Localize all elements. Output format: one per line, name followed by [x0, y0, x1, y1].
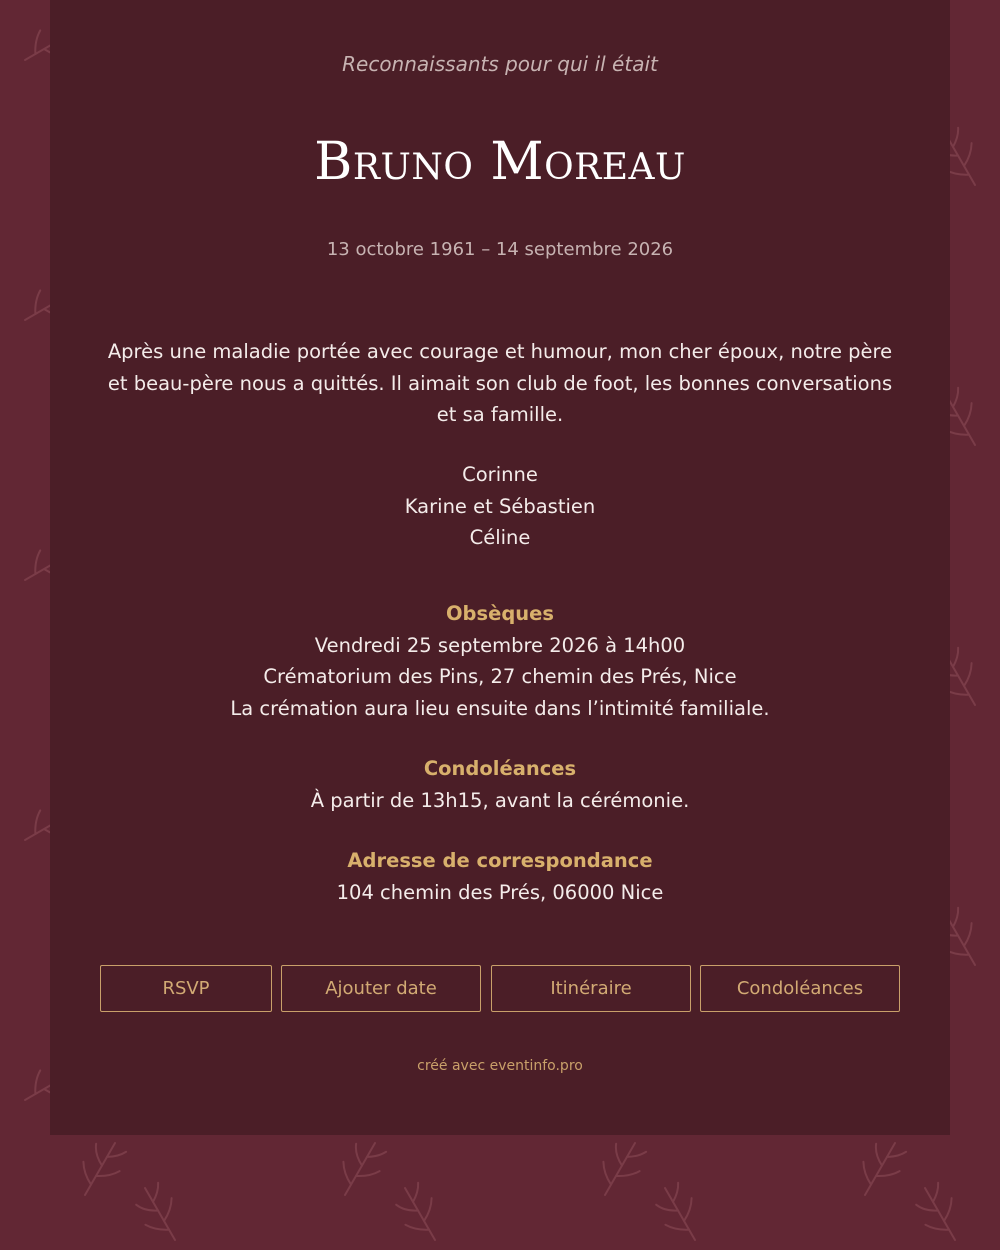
branch-icon: [589, 1134, 650, 1204]
memorial-card: [50, 0, 950, 1135]
family-member: Karine et Sébastien: [404, 494, 596, 518]
footer-prefix: créé avec: [417, 1058, 486, 1074]
branch-icon: [329, 1134, 390, 1204]
itinerary-button[interactable]: Itinéraire: [491, 965, 691, 1012]
section-heading: Obsèques: [445, 602, 555, 625]
deceased-name: Bruno Moreau: [314, 132, 686, 192]
add-date-button[interactable]: Ajouter date: [281, 965, 481, 1012]
tagline: Reconnaissants pour qui il était: [342, 52, 658, 76]
branch-icon: [849, 1134, 910, 1204]
section-line: 104 chemin des Prés, 06000 Nice: [336, 880, 664, 904]
family-member: Corinne: [462, 463, 538, 486]
life-dates: 13 octobre 1961 – 14 septembre 2026: [326, 239, 674, 260]
section-condoleances: [50, 753, 950, 816]
section-line: La crémation aura lieu ensuite dans l’intimité familiale.: [230, 697, 770, 721]
footer: [50, 1058, 950, 1074]
branch-icon: [909, 1179, 970, 1249]
section-heading: Adresse de correspondance: [347, 849, 653, 872]
action-buttons: [100, 965, 900, 1012]
section-line: Vendredi 25 septembre 2026 à 14h00: [314, 633, 686, 657]
section-line: À partir de 13h15, avant la cérémonie.: [310, 788, 690, 812]
family-list: [50, 459, 950, 554]
section-line: Crématorium des Pins, 27 chemin des Prés, Nice: [263, 665, 737, 689]
section-heading: Condoléances: [423, 757, 577, 780]
condolences-button[interactable]: Condoléances: [700, 965, 900, 1012]
branch-icon: [389, 1179, 450, 1249]
branch-icon: [649, 1179, 710, 1249]
memorial-message: Après une maladie portée avec courage et humour, mon cher époux, notre père et beau-père nous a quittés. Il aimait son club de foot, les bonnes conversations et sa famille.: [107, 340, 893, 427]
family-member: Céline: [469, 526, 531, 549]
footer-link[interactable]: eventinfo.pro: [489, 1058, 583, 1074]
branch-icon: [69, 1134, 130, 1204]
section-adresse: [50, 845, 950, 908]
branch-icon: [129, 1179, 190, 1249]
rsvp-button[interactable]: RSVP: [100, 965, 272, 1012]
section-obseques: [50, 598, 950, 725]
